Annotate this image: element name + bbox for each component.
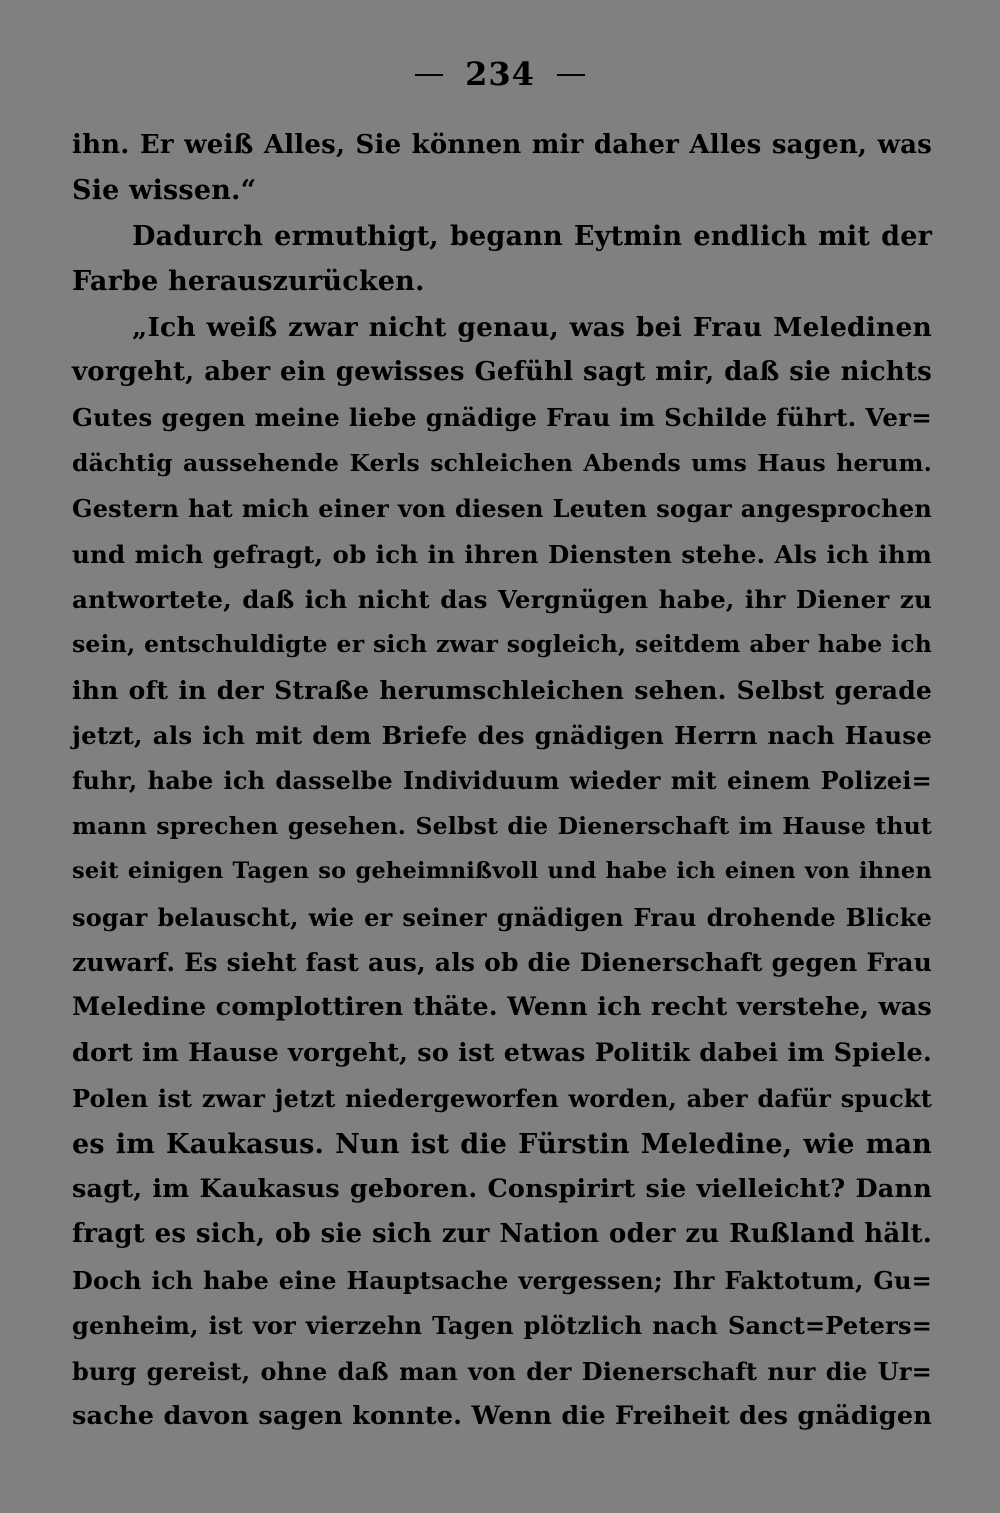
- page-number-value: 234: [465, 55, 535, 93]
- text-line: sogar belauscht, wie er seiner gnädigen Frau drohende Blicke: [72, 902, 932, 932]
- text-line: sache davon sagen konnte. Wenn die Freiheit des gnädigen: [72, 1400, 932, 1431]
- text-line: sein, entschuldigte er sich zwar sogleich, seitdem aber habe ich: [72, 630, 932, 659]
- text-line: dächtig aussehende Kerls schleichen Abends ums Haus herum.: [72, 448, 932, 477]
- text-line: zuwarf. Es sieht fast aus, als ob die Dienerschaft gegen Frau: [72, 948, 933, 978]
- text-line: sagt, im Kaukasus geboren. Conspirirt sie vielleicht? Dann: [72, 1173, 932, 1204]
- text-line: fuhr, habe ich dasselbe Individuum wieder mit einem Polizei=: [72, 766, 932, 796]
- text-line: mann sprechen gesehen. Selbst die Dienerschaft im Hause thut: [72, 811, 932, 840]
- text-line: Meledine complottiren thäte. Wenn ich recht verstehe, was: [72, 992, 932, 1023]
- body-text: [72, 123, 932, 1439]
- text-line: Dadurch ermuthigt, begann Eytmin endlich mit der: [132, 220, 932, 252]
- text-line: „Ich weiß zwar nicht genau, was bei Frau Meledinen: [132, 311, 932, 343]
- text-line: es im Kaukasus. Nun ist die Fürstin Meledine, wie man: [72, 1128, 932, 1160]
- text-line: vorgeht, aber ein gewisses Gefühl sagt mir, daß sie nichts: [72, 356, 932, 387]
- text-line: ihn. Er weiß Alles, Sie können mir daher Alles sagen, was: [72, 130, 932, 160]
- text-line: Polen ist zwar jetzt niedergeworfen worden, aber dafür spuckt: [72, 1084, 932, 1114]
- text-line: Doch ich habe eine Hauptsache vergessen; Ihr Faktotum, Gu=: [72, 1265, 932, 1295]
- text-line: Gestern hat mich einer von diesen Leuten sogar angesprochen: [72, 494, 932, 524]
- text-line: burg gereist, ohne daß man von der Dienerschaft nur die Ur=: [72, 1356, 932, 1386]
- text-line: fragt es sich, ob sie sich zur Nation oder zu Rußland hält.: [72, 1219, 932, 1250]
- text-line: jetzt, als ich mit dem Briefe des gnädigen Herrn nach Hause: [72, 721, 932, 751]
- text-line: Gutes gegen meine liebe gnädige Frau im Schilde führt. Ver=: [72, 403, 932, 433]
- text-line: antwortete, daß ich nicht das Vergnügen habe, ihr Diener zu: [72, 584, 932, 614]
- text-line: ihn oft in der Straße herumschleichen sehen. Selbst gerade: [72, 675, 932, 705]
- right-dash: [557, 74, 585, 76]
- page-number: [0, 52, 1000, 96]
- left-dash: [415, 74, 443, 76]
- text-line: dort im Hause vorgeht, so ist etwas Politik dabei im Spiele.: [72, 1037, 932, 1068]
- text-line: genheim, ist vor vierzehn Tagen plötzlich nach Sanct=Peters=: [72, 1311, 932, 1341]
- text-line: und mich gefragt, ob ich in ihren Diensten stehe. Als ich ihm: [72, 539, 932, 569]
- text-line: seit einigen Tagen so geheimnißvoll und habe ich einen von ihnen: [72, 858, 932, 885]
- text-line: Farbe herauszurücken.: [72, 266, 425, 298]
- text-line: Sie wissen.“: [72, 175, 257, 207]
